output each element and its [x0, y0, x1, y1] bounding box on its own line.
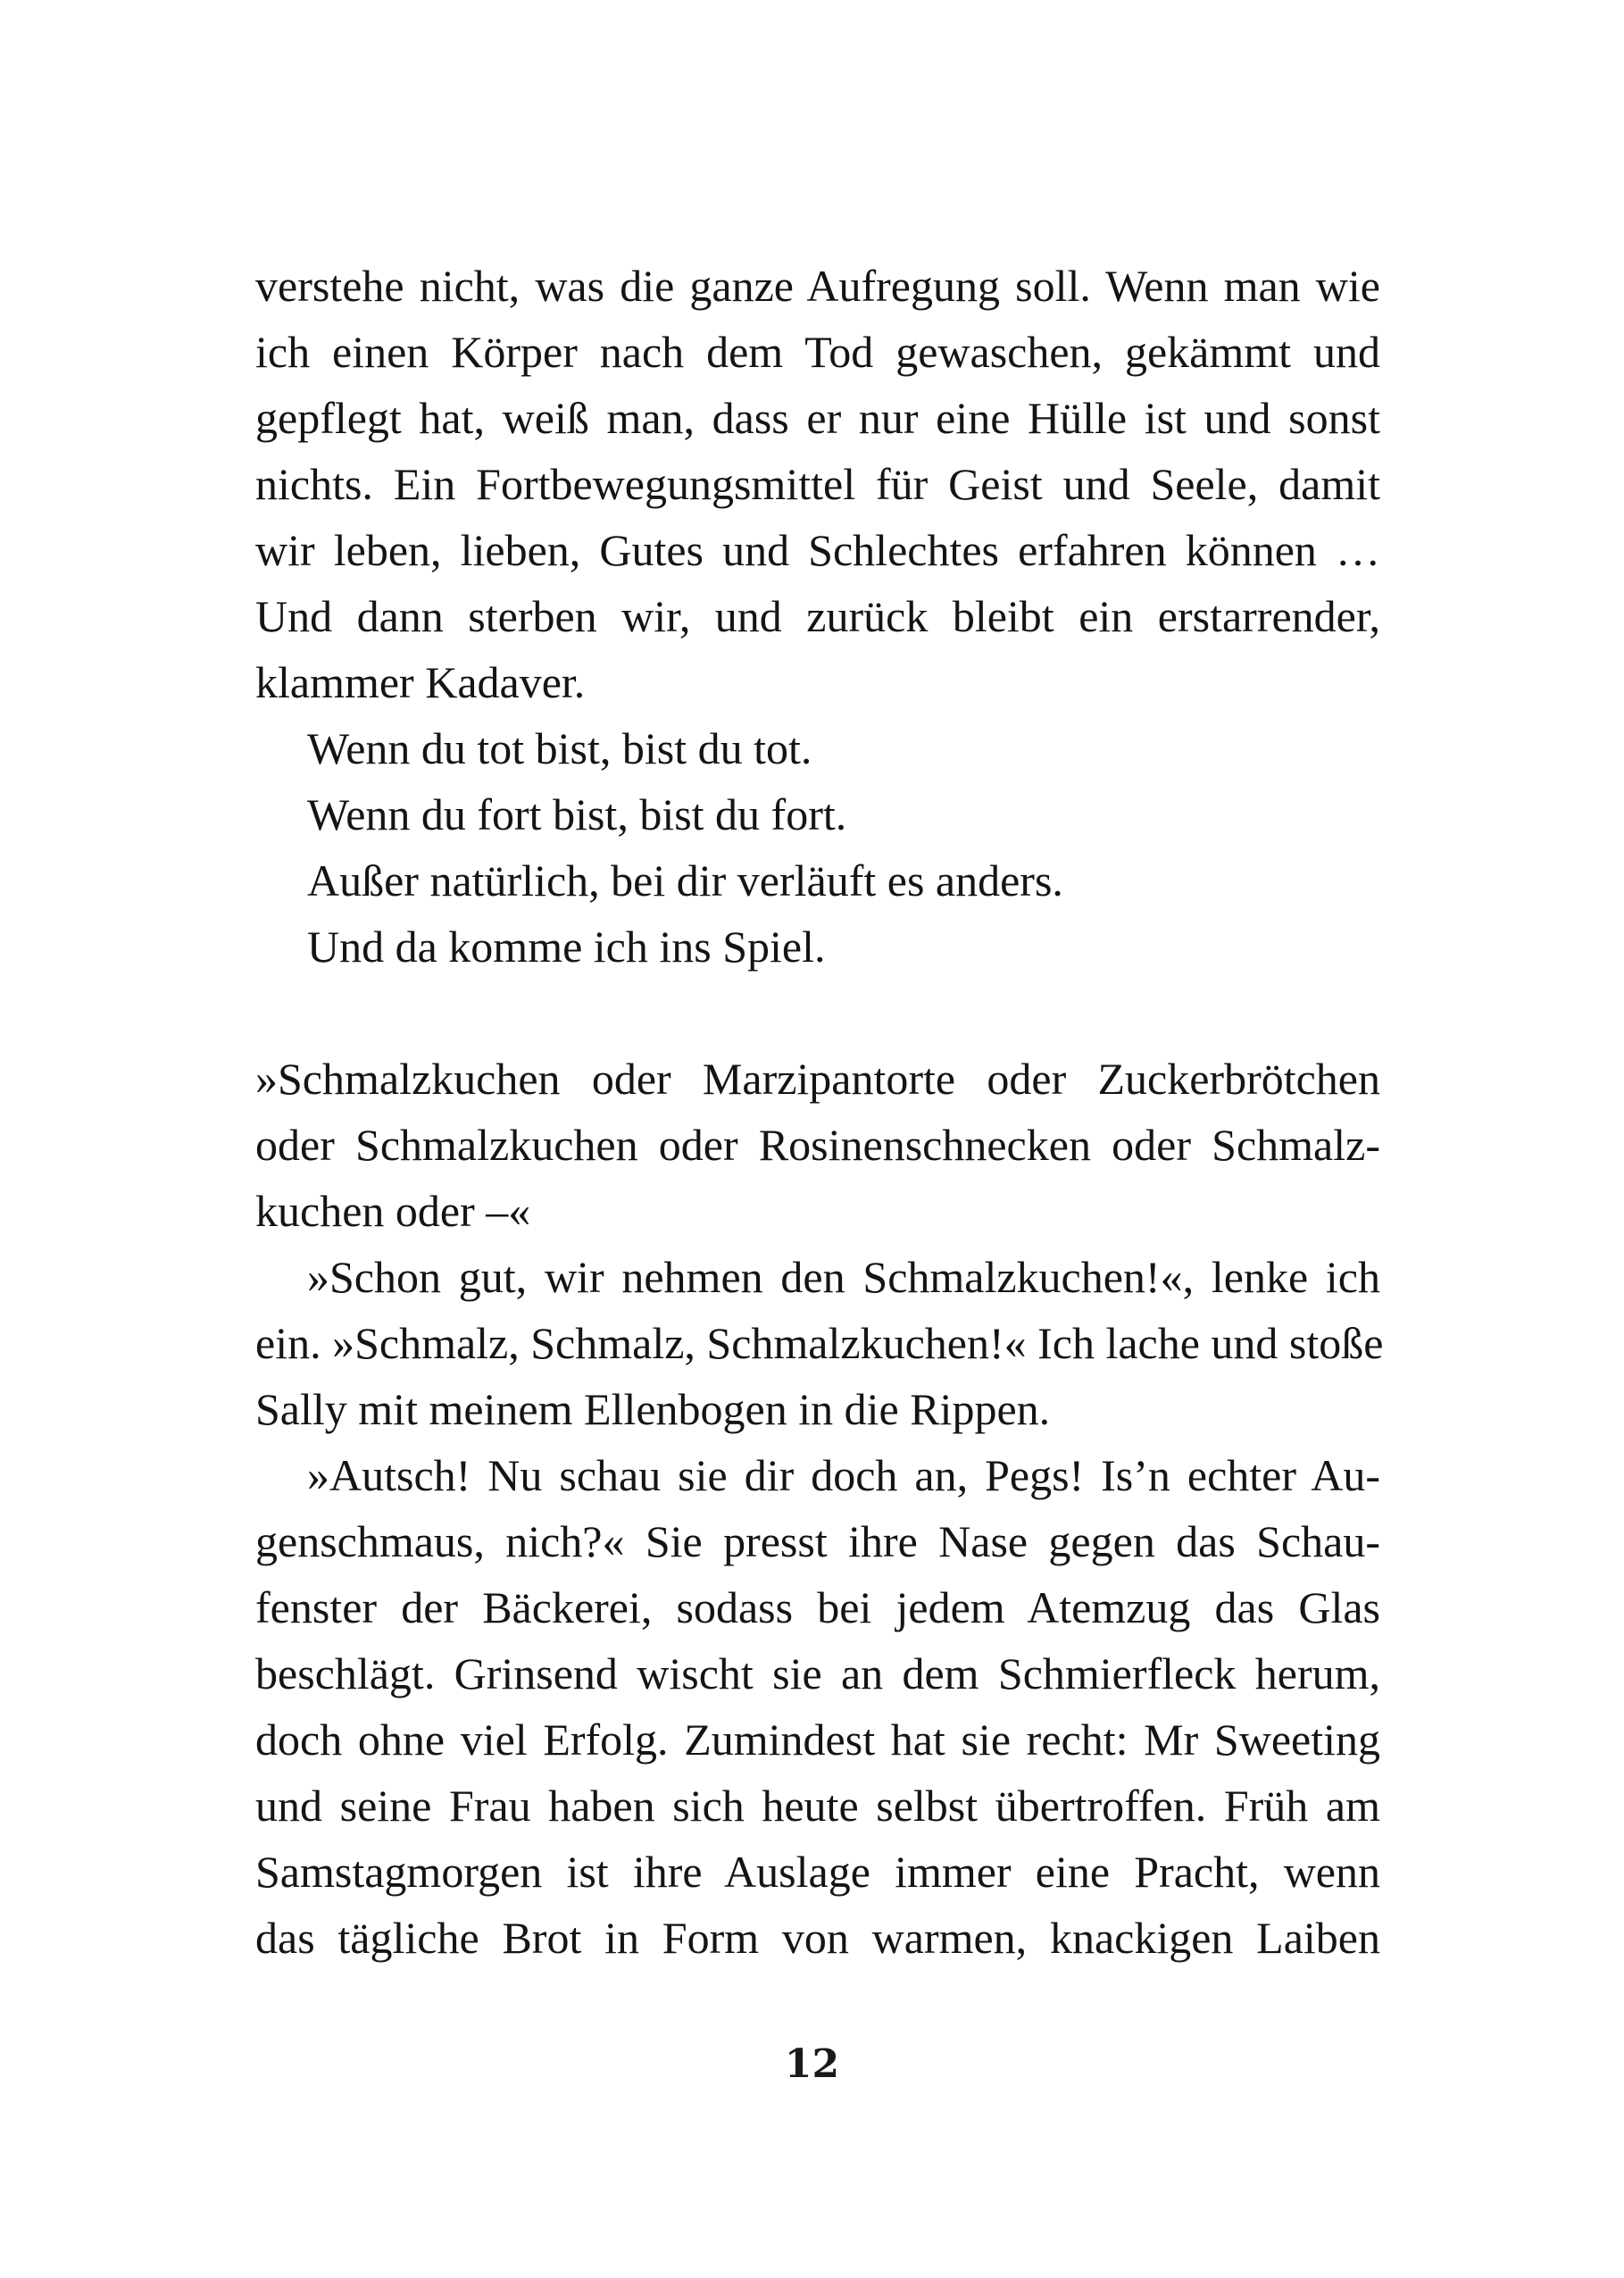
text-line: »Schon gut, wir nehmen den Schmalzkuchen!«, lenke ich — [307, 1252, 1380, 1302]
text-block-2 — [255, 1046, 1384, 1971]
text-line: verstehe nicht, was die ganze Aufregung soll. Wenn man wie — [255, 261, 1380, 311]
text-line: nichts. Ein Fortbewegungsmittel für Geist und Seele, damit — [255, 459, 1380, 509]
text-line: ich einen Körper nach dem Tod gewaschen, gekämmt und — [255, 327, 1380, 377]
text-line: beschlägt. Grinsend wischt sie an dem Schmierfleck herum, — [255, 1648, 1380, 1698]
text-line: »Schmalzkuchen oder Marzipantorte oder Zuckerbrötchen — [255, 1054, 1380, 1104]
text-line: fenster der Bäckerei, sodass bei jedem Atemzug das Glas — [255, 1582, 1380, 1632]
text-line: Und dann sterben wir, und zurück bleibt ein erstarrender, — [255, 591, 1380, 641]
text-line: wir leben, lieben, Gutes und Schlechtes erfahren können … — [255, 525, 1380, 575]
text-line: Sally mit meinem Ellenbogen in die Rippen. — [255, 1384, 1051, 1434]
text-line: Außer natürlich, bei dir verläuft es anders. — [307, 855, 1063, 905]
text-line: klammer Kadaver. — [255, 657, 586, 707]
text-line: Wenn du fort bist, bist du fort. — [307, 789, 847, 839]
text-line: ein. »Schmalz, Schmalz, Schmalzkuchen!« Ich lache und stoße — [255, 1318, 1384, 1368]
text-line: gepflegt hat, weiß man, dass er nur eine Hülle ist und sonst — [255, 393, 1380, 443]
text-line: oder Schmalzkuchen oder Rosinenschnecken oder Schmalz- — [255, 1120, 1380, 1170]
text-line: das tägliche Brot in Form von warmen, knackigen Laiben — [255, 1913, 1380, 1963]
text-line: genschmaus, nich?« Sie presst ihre Nase gegen das Schau- — [255, 1516, 1380, 1566]
text-line: Samstagmorgen ist ihre Auslage immer eine Pracht, wenn — [255, 1847, 1380, 1897]
text-line: Und da komme ich ins Spiel. — [307, 922, 826, 972]
text-line: doch ohne viel Erfolg. Zumindest hat sie recht: Mr Sweeting — [255, 1715, 1380, 1765]
text-block-1 — [255, 253, 1380, 980]
page-number: 12 — [784, 2041, 840, 2087]
text-line: und seine Frau haben sich heute selbst übertroffen. Früh am — [255, 1781, 1380, 1831]
text-line: Wenn du tot bist, bist du tot. — [307, 723, 812, 773]
text-line: kuchen oder –« — [255, 1186, 531, 1236]
text-line: »Autsch! Nu schau sie dir doch an, Pegs! Is’n echter Au- — [307, 1450, 1380, 1500]
